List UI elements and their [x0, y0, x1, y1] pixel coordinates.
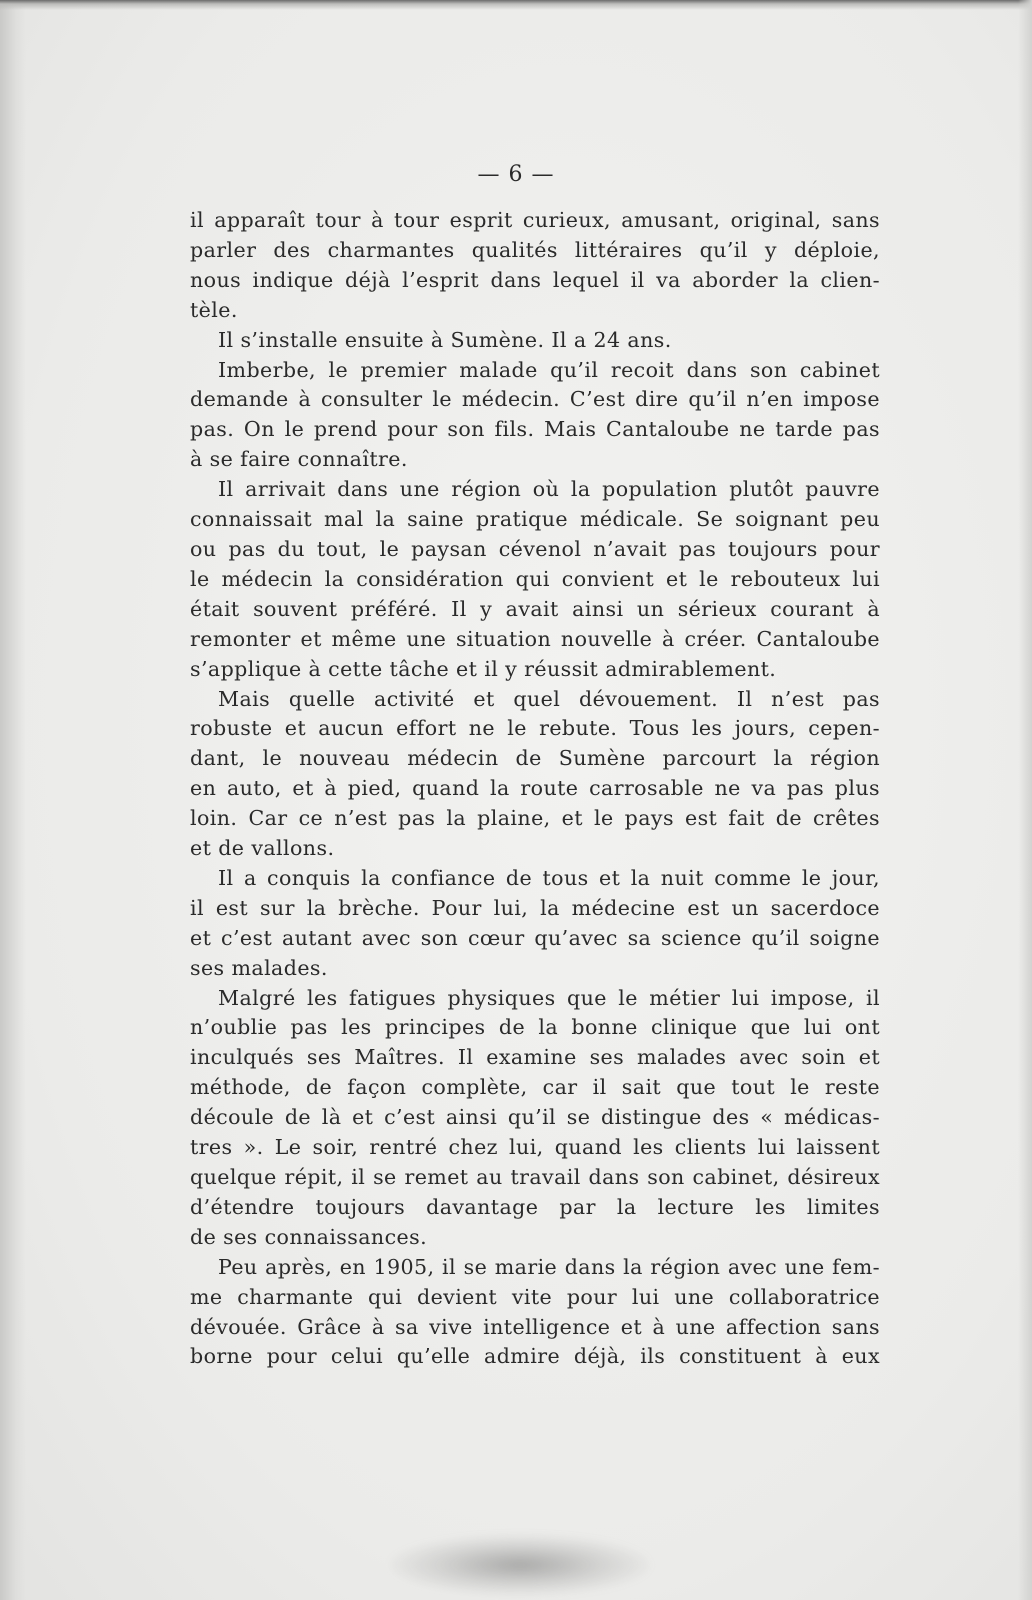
text-line: nous indique déjà l’esprit dans lequel il va aborder la clien- — [190, 267, 880, 292]
text-line: Peu après, en 1905, il se marie dans la région avec une fem- — [218, 1254, 880, 1279]
text-line: me charmante qui devient vite pour lui une collaboratrice — [190, 1284, 880, 1309]
text-line: Imberbe, le premier malade qu’il recoit dans son cabinet — [218, 357, 880, 382]
page-number: — 6 — — [477, 162, 555, 187]
text-line: Il a conquis la confiance de tous et la nuit comme le jour, — [218, 865, 880, 890]
text-line: il est sur la brèche. Pour lui, la médecine est un sacerdoce — [190, 895, 880, 920]
text-line: était souvent préféré. Il y avait ainsi un sérieux courant à — [190, 596, 880, 621]
text-line: Mais quelle activité et quel dévouement. Il n’est pas — [218, 686, 880, 711]
text-line: et de vallons. — [190, 836, 335, 861]
page-top-edge — [0, 0, 1032, 10]
body-text — [190, 206, 880, 1372]
page-binding-shadow — [0, 0, 26, 1600]
text-line: d’étendre toujours davantage par la lecture les limites — [190, 1194, 880, 1219]
text-line: tèle. — [190, 297, 238, 322]
text-line: de ses connaissances. — [190, 1224, 428, 1249]
text-line: tres ». Le soir, rentré chez lui, quand les clients lui laissent — [190, 1135, 880, 1160]
text-line: à se faire connaître. — [190, 447, 408, 472]
text-line: Il arrivait dans une région où la population plutôt pauvre — [218, 477, 880, 502]
text-line: parler des charmantes qualités littéraires qu’il y déploie, — [190, 237, 880, 262]
text-line: s’applique à cette tâche et il y réussit admirablement. — [190, 656, 777, 681]
text-line: dant, le nouveau médecin de Sumène parcourt la région — [190, 746, 880, 771]
text-line: ses malades. — [190, 955, 328, 980]
text-line: n’oublie pas les principes de la bonne clinique que lui ont — [190, 1015, 880, 1040]
text-line: pas. On le prend pour son fils. Mais Cantaloube ne tarde pas — [190, 417, 880, 442]
text-line: méthode, de façon complète, car il sait que tout le reste — [190, 1075, 880, 1100]
text-line: dévouée. Grâce à sa vive intelligence et à une affection sans — [190, 1314, 880, 1339]
text-line: ou pas du tout, le paysan cévenol n’avait pas toujours pour — [190, 536, 880, 561]
text-line: et c’est autant avec son cœur qu’avec sa science qu’il soigne — [190, 925, 880, 950]
text-line: découle de là et c’est ainsi qu’il se distingue des « médicas- — [190, 1105, 880, 1130]
page-right-edge — [1018, 0, 1032, 1600]
text-line: il apparaît tour à tour esprit curieux, amusant, original, sans — [190, 208, 880, 232]
text-line: en auto, et à pied, quand la route carrosable ne va pas plus — [190, 776, 880, 801]
text-line: loin. Car ce n’est pas la plaine, et le pays est fait de crêtes — [190, 806, 880, 831]
text-line: robuste et aucun effort ne le rebute. Tous les jours, cepen- — [190, 716, 880, 741]
text-line: borne pour celui qu’elle admire déjà, ils constituent à eux — [190, 1344, 880, 1369]
text-line: remonter et même une situation nouvelle à créer. Cantaloube — [190, 626, 880, 651]
text-line: quelque répit, il se remet au travail dans son cabinet, désireux — [190, 1165, 880, 1189]
text-line: inculqués ses Maîtres. Il examine ses malades avec soin et — [190, 1045, 880, 1070]
text-line: le médecin la considération qui convient et le rebouteux lui — [190, 566, 880, 591]
text-line: connaissait mal la saine pratique médicale. Se soignant peu — [190, 507, 880, 532]
text-line: Malgré les fatigues physiques que le métier lui impose, il — [218, 985, 880, 1010]
text-line: demande à consulter le médecin. C’est dire qu’il n’en impose — [190, 387, 880, 412]
text-line: Il s’installe ensuite à Sumène. Il a 24 ans. — [218, 327, 672, 352]
thumb-smudge — [390, 1535, 650, 1595]
